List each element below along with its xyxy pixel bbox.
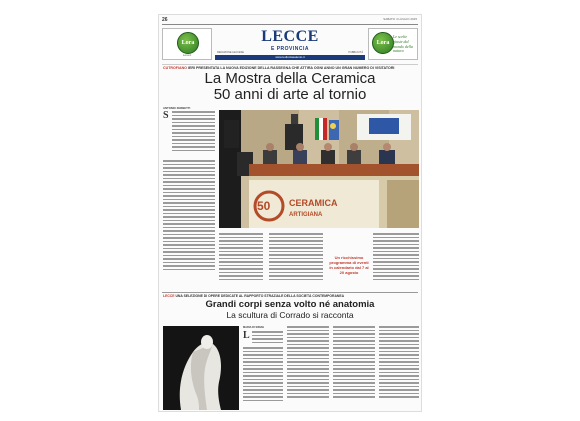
article1-column-1b <box>163 160 215 290</box>
banner-word-2: ARTIGIANA <box>289 212 323 218</box>
article2-sculpture-photo <box>163 326 239 410</box>
article1-callout: Un ricchissimo programma di eventi in calendario dal 7 al 20 agosto <box>329 255 369 275</box>
article2-column-2 <box>287 326 329 410</box>
article2-byline: MARIA DI SIRIAE <box>243 326 265 329</box>
masthead <box>217 29 363 52</box>
masthead-info-right: PUBBLICITÀ <box>348 51 363 54</box>
ad-right-slogan: Le scelte giuste dal mondo della natura <box>393 34 413 54</box>
article2-kicker <box>163 294 419 298</box>
article2-headline-line1: Grandi corpi senza volto né anatomia <box>205 299 375 310</box>
article1-photo <box>219 110 419 228</box>
banner-number: 50 <box>257 199 271 213</box>
article1-dropcap: S <box>163 110 169 121</box>
article1-column-2 <box>219 233 263 289</box>
article2-dropcap: L <box>243 330 250 341</box>
article1-headline-line1: La Mostra della Ceramica <box>204 70 376 87</box>
brand-logo-icon: Lora <box>177 32 199 54</box>
article2-column-1b <box>243 347 283 410</box>
brand-logo-icon: Lora <box>372 32 394 54</box>
masthead-bar <box>215 55 365 60</box>
article1-kicker-text: IERI PRESENTATA LA NUOVA EDIZIONE DELLA RASSEGNA CHE ATTIRA OGNI ANNO UN GRAN NUMERO DI VISITATORI <box>187 66 395 70</box>
newspaper-page <box>158 14 422 412</box>
article2-column-3 <box>333 326 375 410</box>
article1-kicker-place: CUTROFIANO <box>163 66 187 70</box>
article1-column-4 <box>373 233 419 289</box>
ad-left[interactable] <box>162 28 212 60</box>
article1-byline: ANTONIO ZERBETTI <box>163 106 191 110</box>
masthead-website[interactable]: www.ledicolasalento.it <box>275 55 305 59</box>
masthead-info-left: REDAZIONE LECCESE <box>217 51 244 54</box>
article2-kicker-place: LECCE <box>163 294 175 298</box>
page-number: 26 <box>162 17 168 23</box>
article2-headline-line2: La scultura di Corrado si racconta <box>226 310 354 320</box>
ad-right[interactable] <box>368 28 418 60</box>
headline-rule <box>162 64 418 65</box>
ad-left-url: Lora.it <box>182 53 192 57</box>
press-conference-illustration <box>219 110 419 228</box>
banner-word-1: CERAMICA <box>289 198 338 208</box>
top-rule <box>162 24 418 25</box>
article2-column-4 <box>379 326 419 410</box>
article-separator <box>162 292 418 293</box>
page-date: SABATO 4 LUGLIO 2015 <box>383 17 417 21</box>
masthead-subtitle: E PROVINCIA <box>270 46 309 52</box>
article1-headline-line2: 50 anni di arte al tornio <box>213 86 367 103</box>
masthead-title: LECCE <box>261 28 319 45</box>
article2-kicker-text: UNA SELEZIONE DI OPERE DEDICATE AL RAPPORTO STRAZIALE DELLA SOCIETÀ CONTEMPORANEA <box>175 294 345 298</box>
sculpture-illustration <box>163 326 239 410</box>
article1-column-3 <box>269 233 323 289</box>
